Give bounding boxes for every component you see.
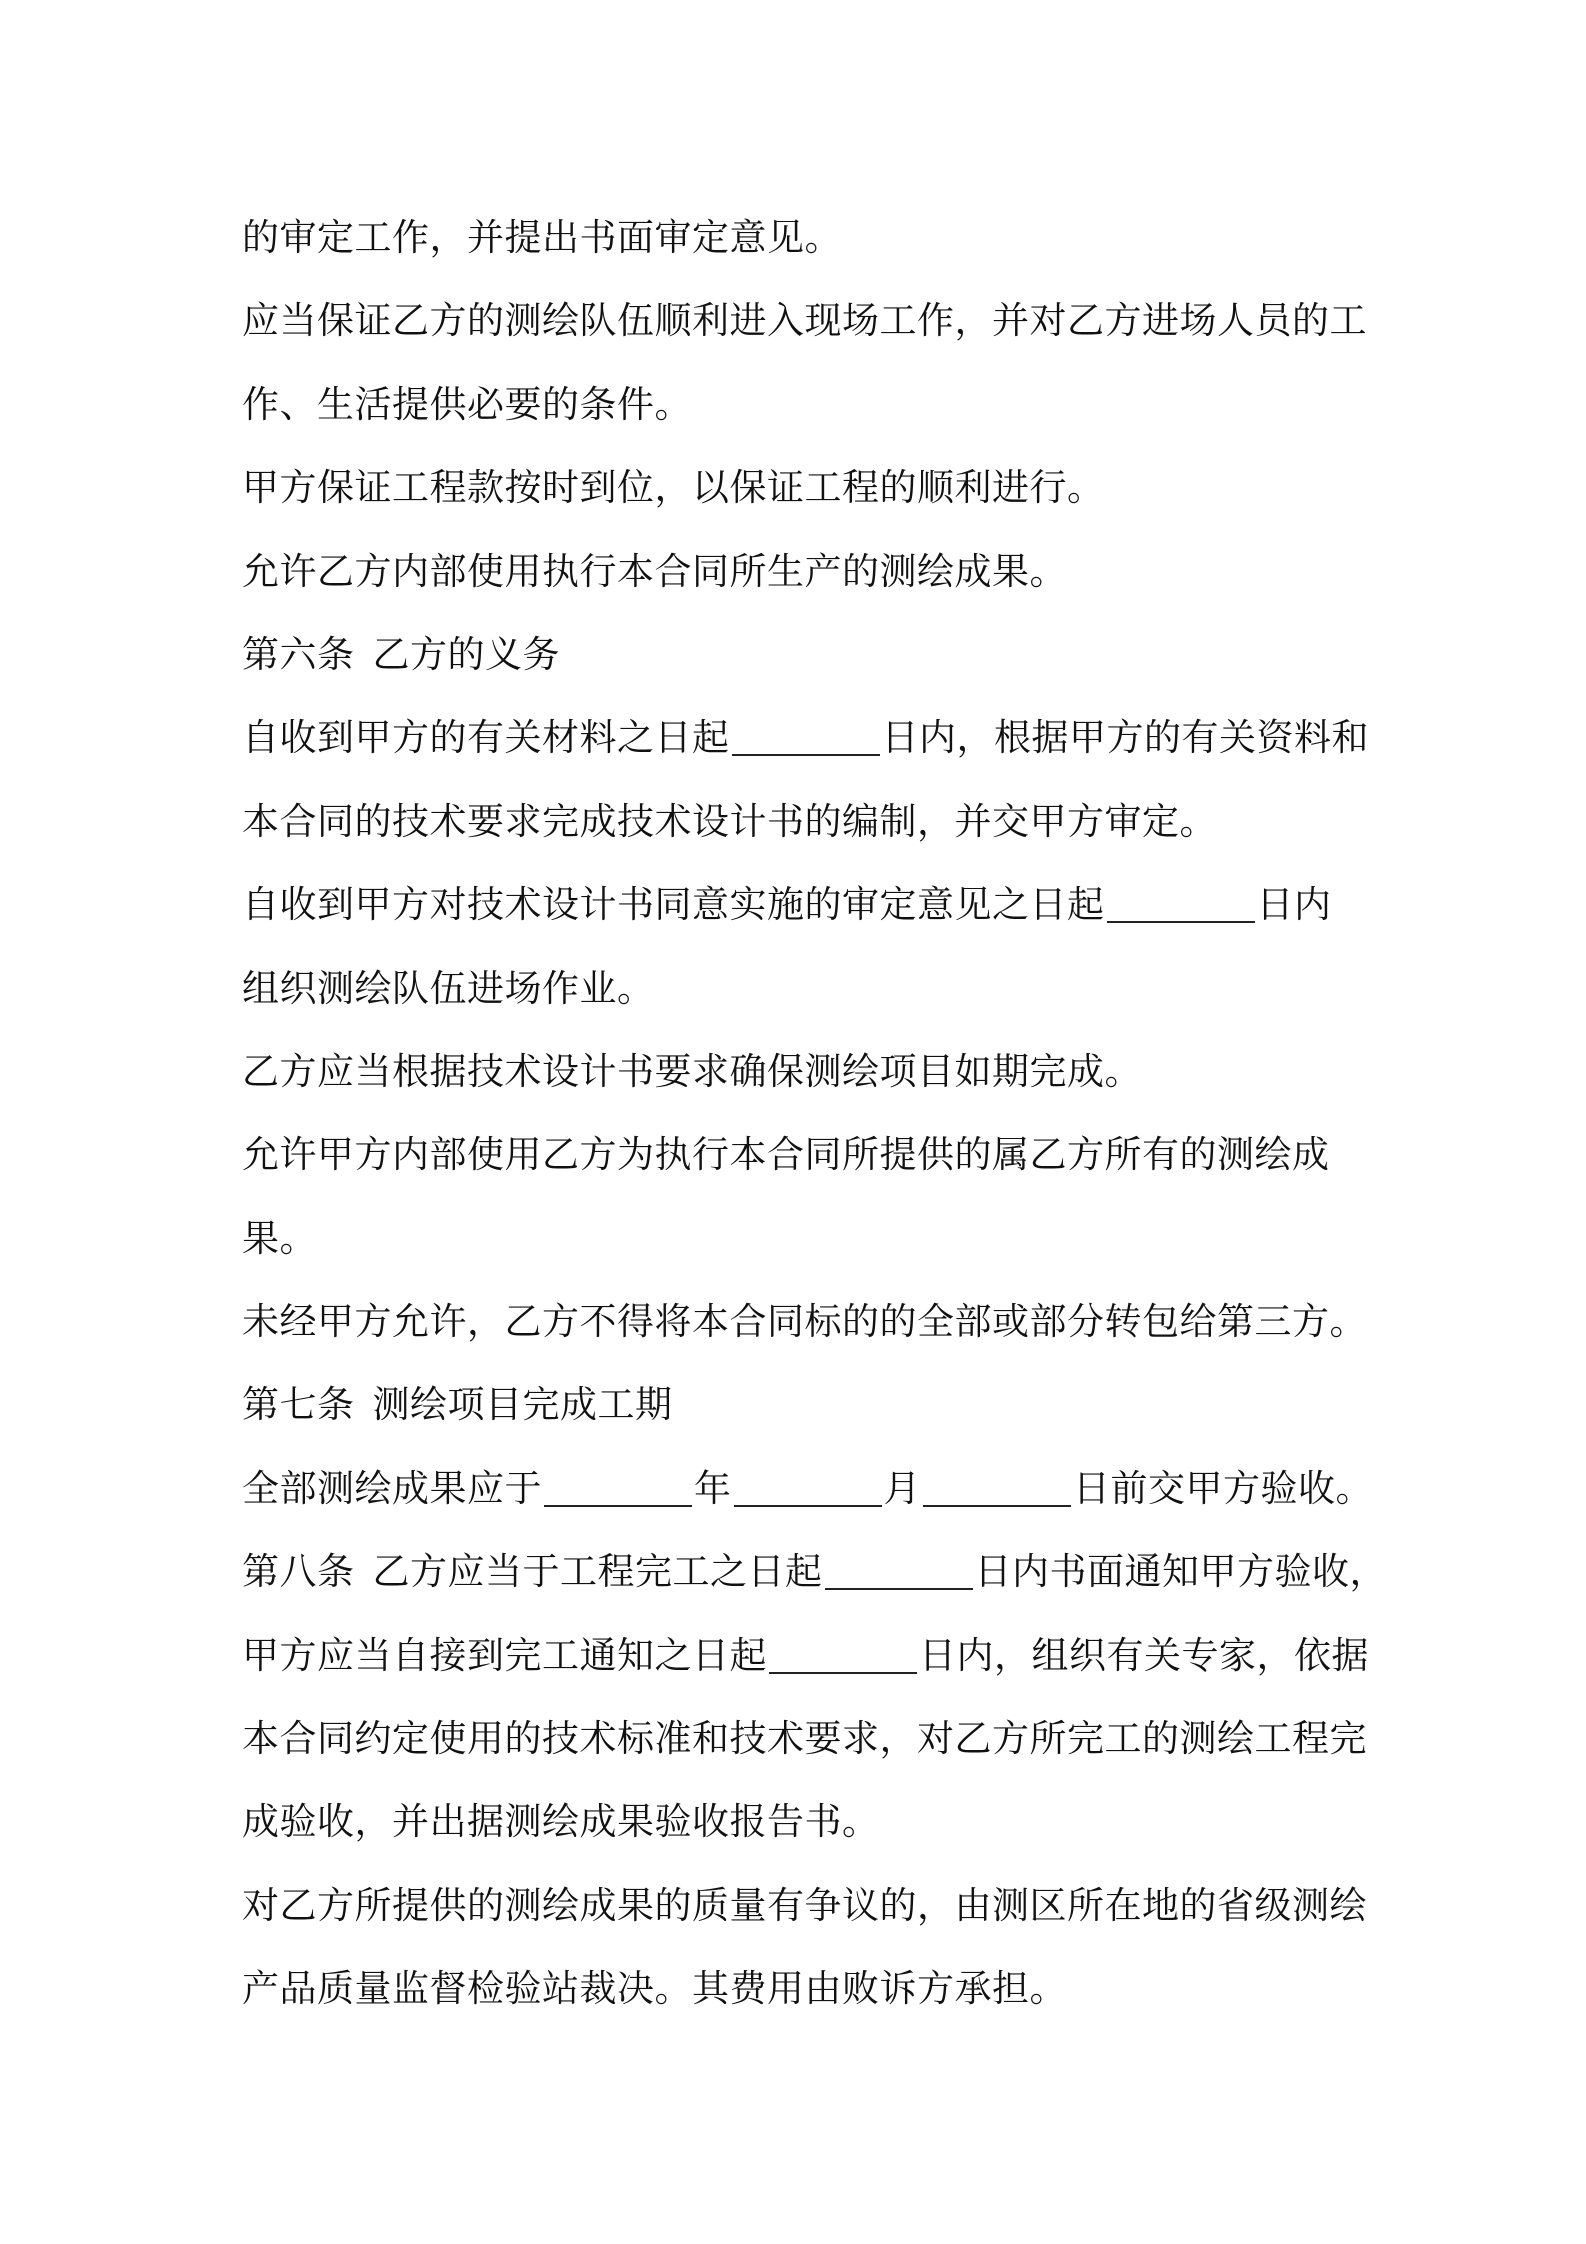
line-text: 自收到甲方对技术设计书同意实施的审定意见之日起 — [242, 883, 1105, 927]
text-line — [242, 530, 1352, 613]
text-line — [242, 1614, 1369, 1697]
article-number: 第七条 — [242, 1383, 355, 1427]
line-text: 本合同约定使用的技术标准和技术要求，对乙方所完工的测绘工程完 — [242, 1717, 1367, 1761]
line-text: 日前交甲方验收。 — [1073, 1466, 1373, 1510]
line-text: 产品质量监督检验站裁决。其费用由败诉方承担。 — [242, 1967, 1067, 2011]
line-text: 日内，根据甲方的有关资料和 — [881, 716, 1369, 760]
line-text: 乙方应当于工程完工之日起 — [372, 1550, 823, 1594]
line-text: 对乙方所提供的测绘成果的质量有争议的，由测区所在地的省级测绘 — [242, 1883, 1367, 1927]
line-text: 日内书面通知甲方验收， — [974, 1550, 1387, 1594]
line-text: 年 — [694, 1466, 732, 1510]
fill-in-blank — [769, 1632, 917, 1674]
text-line — [242, 1447, 1373, 1530]
text-line — [242, 363, 1352, 446]
article-heading-8 — [242, 1530, 1387, 1613]
text-line — [242, 1030, 1352, 1113]
fill-in-blank — [923, 1465, 1071, 1507]
text-line — [242, 1197, 1352, 1280]
line-text: 日内，组织有关专家，依据 — [919, 1633, 1369, 1677]
article-number: 第八条 — [242, 1550, 355, 1594]
line-text: 全部测绘成果应于 — [242, 1466, 542, 1510]
line-text: 应当保证乙方的测绘队伍顺利进入现场工作，并对乙方进场人员的工 — [242, 299, 1367, 343]
fill-in-blank — [732, 714, 880, 756]
line-text: 组织测绘队伍进场作业。 — [242, 966, 655, 1010]
document-body — [242, 196, 1387, 2031]
text-line — [242, 1780, 1352, 1863]
line-text: 果。 — [242, 1216, 317, 1260]
line-text: 成验收，并出据测绘成果验收报告书。 — [242, 1800, 880, 1844]
text-line — [242, 696, 1369, 779]
article-heading-7 — [242, 1363, 1352, 1446]
line-text: 日内 — [1256, 883, 1332, 927]
line-text: 作、生活提供必要的条件。 — [242, 382, 692, 426]
line-text: 甲方应当自接到完工通知之日起 — [242, 1633, 767, 1677]
fill-in-blank — [1107, 881, 1255, 923]
text-line — [242, 780, 1352, 863]
text-line — [242, 1280, 1367, 1363]
article-title: 测绘项目完成工期 — [372, 1383, 673, 1427]
line-text: 自收到甲方的有关材料之日起 — [242, 716, 730, 760]
text-line — [242, 947, 1352, 1030]
text-line — [242, 863, 1352, 946]
line-text: 本合同的技术要求完成技术设计书的编制，并交甲方审定。 — [242, 799, 1217, 843]
line-text: 允许甲方内部使用乙方为执行本合同所提供的属乙方所有的测绘成 — [242, 1133, 1330, 1177]
text-line — [242, 1697, 1367, 1780]
line-text: 允许乙方内部使用执行本合同所生产的测绘成果。 — [242, 549, 1067, 593]
text-line — [242, 446, 1352, 529]
text-line — [242, 1864, 1367, 1947]
line-text: 甲方保证工程款按时到位，以保证工程的顺利进行。 — [242, 466, 1105, 510]
text-line — [242, 279, 1367, 362]
fill-in-blank — [734, 1465, 882, 1507]
line-text: 未经甲方允许，乙方不得将本合同标的的全部或部分转包给第三方。 — [242, 1300, 1367, 1344]
line-text: 乙方应当根据技术设计书要求确保测绘项目如期完成。 — [242, 1049, 1142, 1093]
text-line — [242, 196, 1352, 279]
article-heading-6 — [242, 613, 1352, 696]
text-line — [242, 1113, 1352, 1196]
article-number: 第六条 — [242, 632, 355, 676]
text-line — [242, 1947, 1352, 2030]
article-title: 乙方的义务 — [372, 632, 560, 676]
line-text: 月 — [883, 1466, 921, 1510]
line-text: 的审定工作，并提出书面审定意见。 — [242, 216, 842, 259]
fill-in-blank — [544, 1465, 692, 1507]
fill-in-blank — [825, 1548, 973, 1590]
